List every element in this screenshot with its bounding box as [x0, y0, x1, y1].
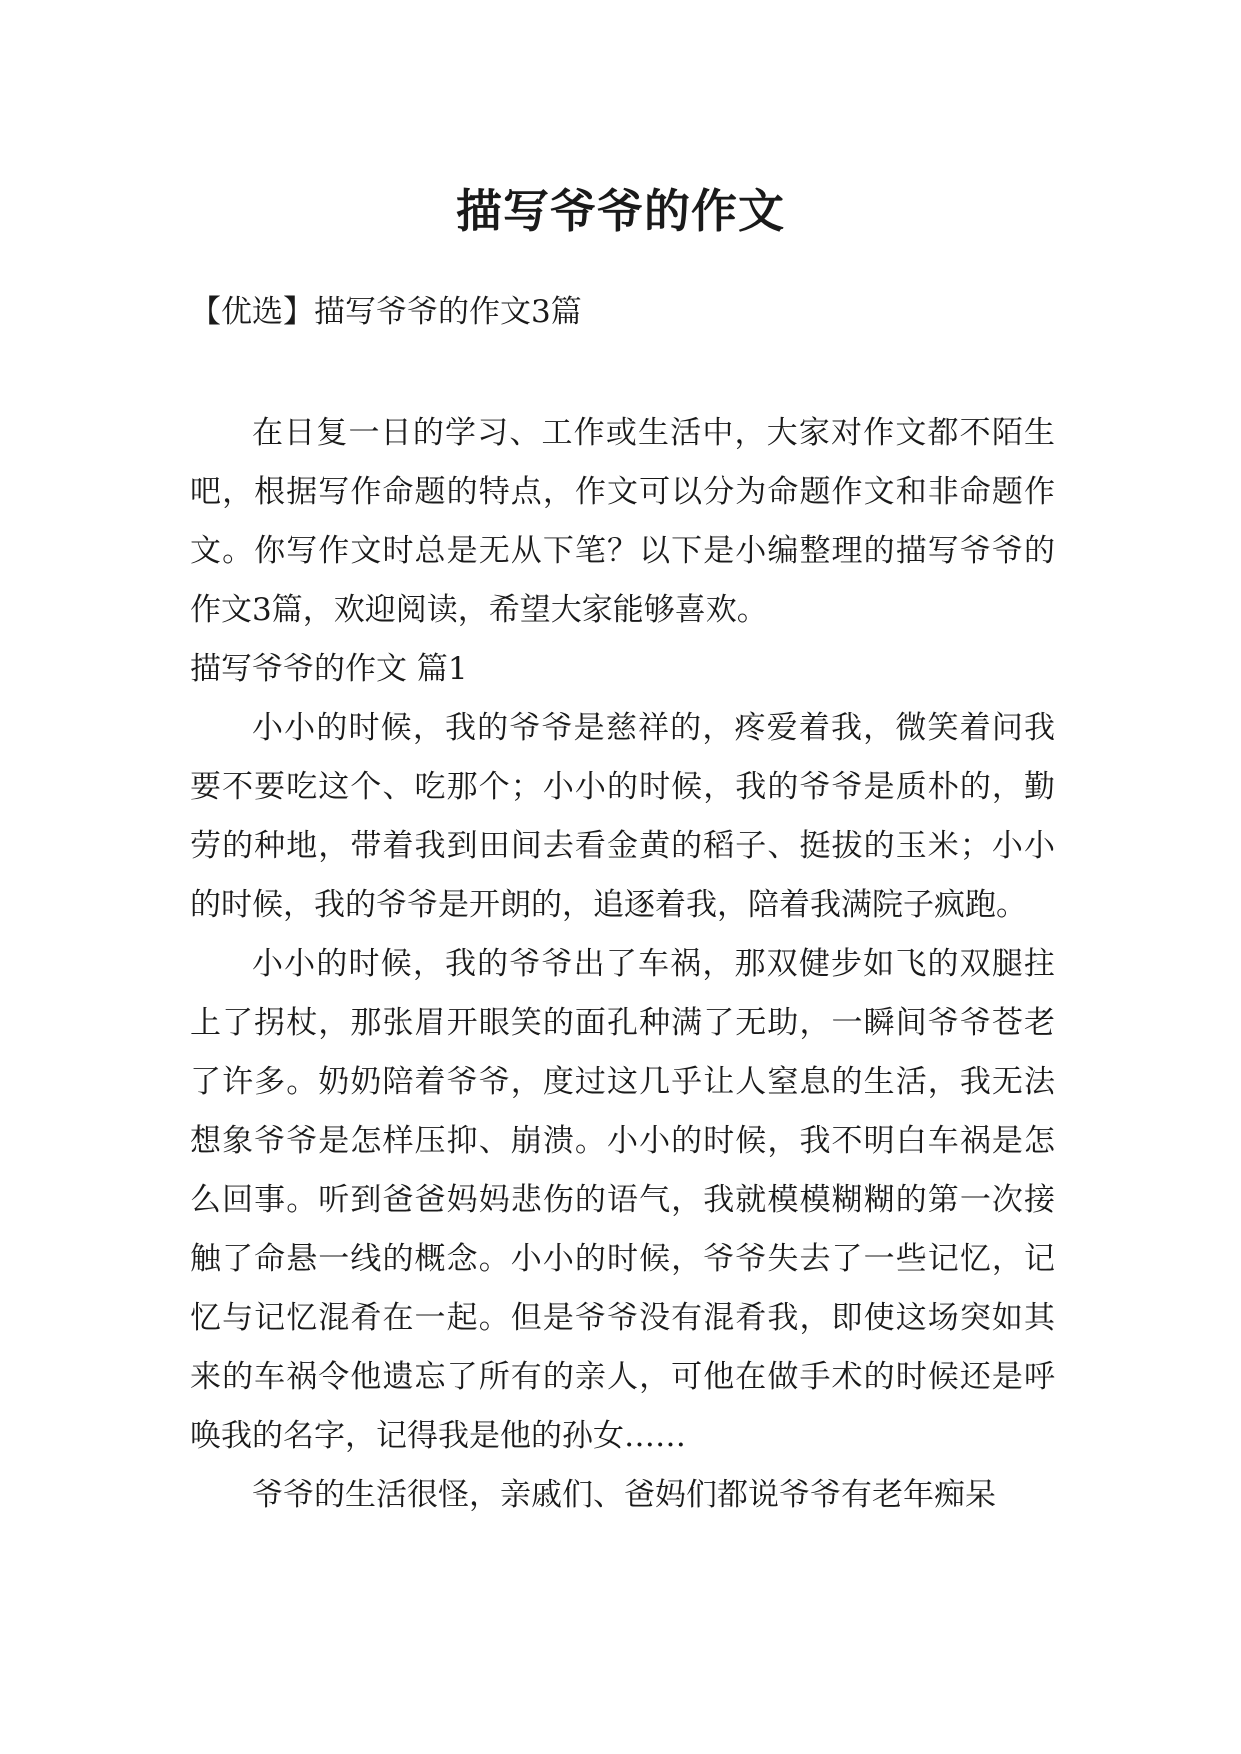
document-body	[190, 404, 1055, 1525]
document-title: 描写爷爷的作文	[456, 183, 785, 238]
body-paragraph: 小小的时候，我的爷爷是慈祥的，疼爱着我，微笑着问我要不要吃这个、吃那个；小小的时候，我的爷爷是质朴的，勤劳的种地，带着我到田间去看金黄的稻子、挺拔的玉米；小小的时候，我的爷爷是开朗的，追逐着我，陪着我满院子疯跑。	[190, 710, 1055, 923]
body-paragraph: 小小的时候，我的爷爷出了车祸，那双健步如飞的双腿拄上了拐杖，那张眉开眼笑的面孔种满了无助，一瞬间爷爷苍老了许多。奶奶陪着爷爷，度过这几乎让人窒息的生活，我无法想象爷爷是怎样压抑、崩溃。小小的时候，我不明白车祸是怎么回事。听到爸爸妈妈悲伤的语气，我就模模糊糊的第一次接触了命悬一线的概念。小小的时候，爷爷失去了一些记忆，记忆与记忆混肴在一起。但是爷爷没有混肴我，即使这场突如其来的车祸令他遗忘了所有的亲人，可他在做手术的时候还是呼唤我的名字，记得我是他的孙女……	[190, 946, 1055, 1454]
body-paragraph: 爷爷的生活很怪，亲戚们、爸妈们都说爷爷有老年痴呆	[252, 1477, 996, 1513]
intro-paragraph: 在日复一日的学习、工作或生活中，大家对作文都不陌生吧，根据写作命题的特点，作文可以分为命题作文和非命题作文。你写作文时总是无从下笔？以下是小编整理的描写爷爷的作文3篇，欢迎阅读，希望大家能够喜欢。	[190, 415, 1055, 628]
document-subtitle: 【优选】描写爷爷的作文3篇	[190, 294, 582, 330]
section-heading: 描写爷爷的作文 篇1	[190, 651, 468, 687]
